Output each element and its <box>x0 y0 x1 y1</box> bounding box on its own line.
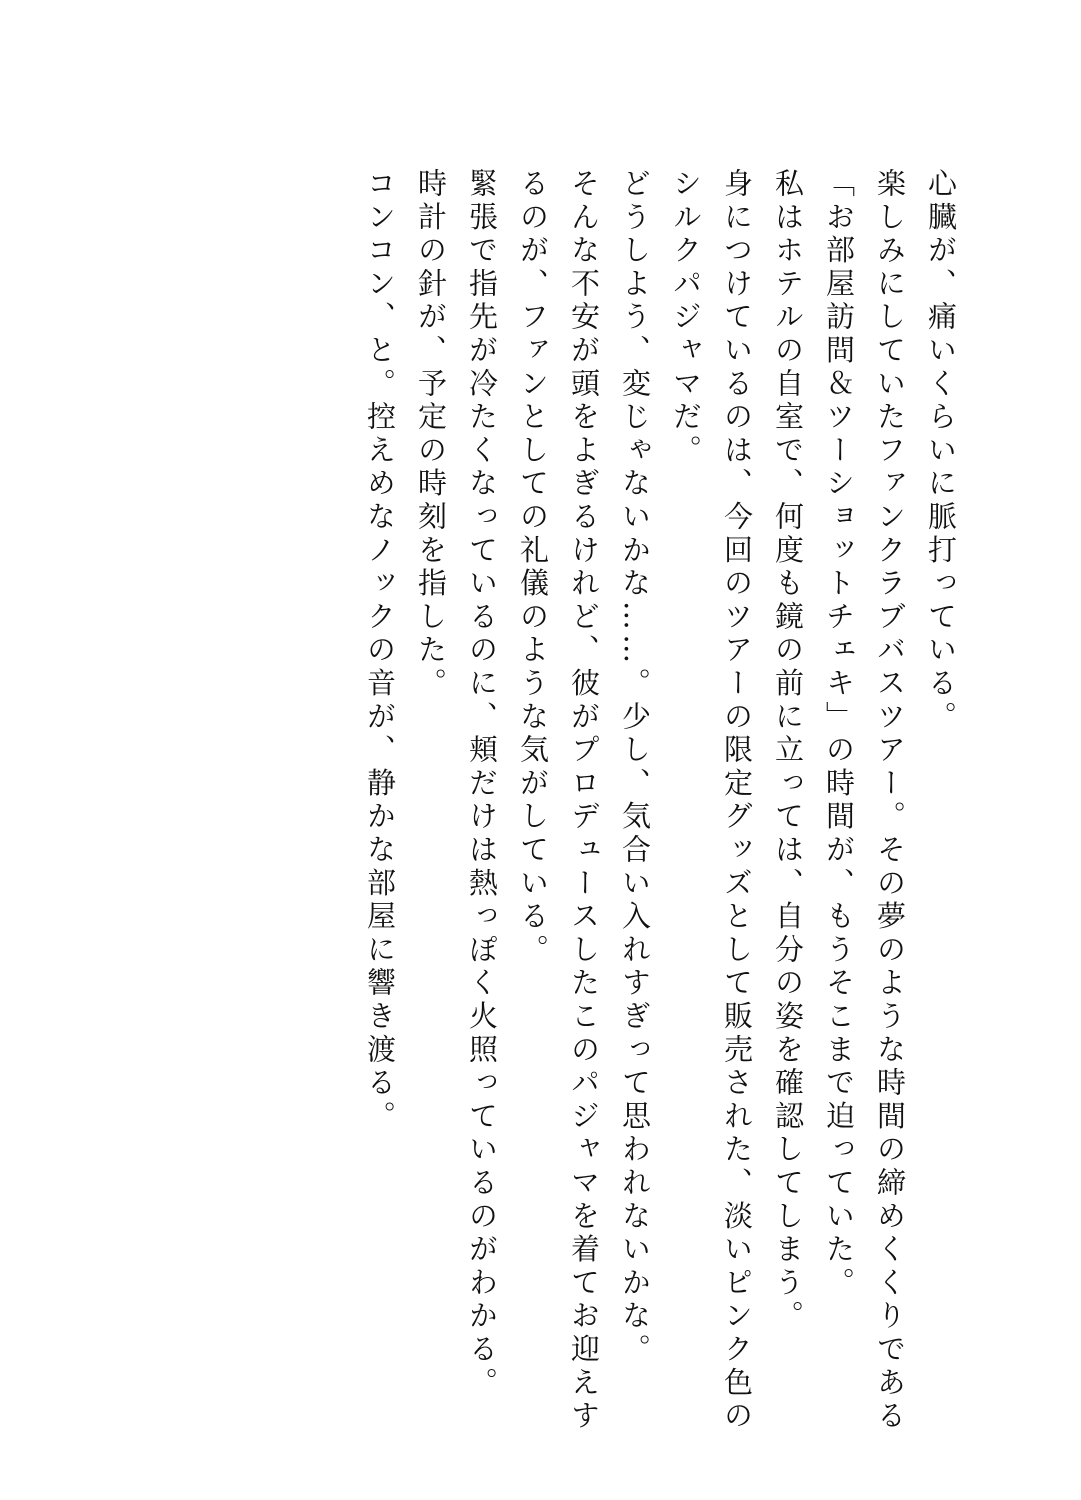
text-line: 身につけているのは、今回のツアーの限定グッズとして販売された、淡いピンク色の <box>720 168 754 1434</box>
text-line: 時計の針が、予定の時刻を指した。 <box>414 168 448 701</box>
text-line: シルクパジャマだ。 <box>669 168 703 468</box>
text-line: るのが、ファンとしての礼儀のような気がしている。 <box>516 168 550 968</box>
text-line: 楽しみにしていたファンクラブバスツアー。その夢のような時間の締めくくりである <box>873 168 907 1434</box>
text-line: 心臓が、痛いくらいに脈打っている。 <box>924 168 958 735</box>
text-line: 私はホテルの自室で、何度も鏡の前に立っては、自分の姿を確認してしまう。 <box>771 168 805 1334</box>
text-line: どうしよう、変じゃないかな……。少し、気合い入れすぎって思われないかな。 <box>618 168 652 1367</box>
text-line: コンコン、と。控えめなノックの音が、静かな部屋に響き渡る。 <box>363 168 397 1134</box>
text-line: 緊張で指先が冷たくなっているのに、頬だけは熱っぽく火照っているのがわかる。 <box>465 168 499 1401</box>
text-line: 「お部屋訪問＆ツーショットチェキ」の時間が、もうそこまで迫っていた。 <box>822 168 856 1301</box>
vertical-body-text <box>354 168 966 1434</box>
text-line: そんな不安が頭をよぎるけれど、彼がプロデュースしたこのパジャマを着てお迎えす <box>567 168 601 1434</box>
